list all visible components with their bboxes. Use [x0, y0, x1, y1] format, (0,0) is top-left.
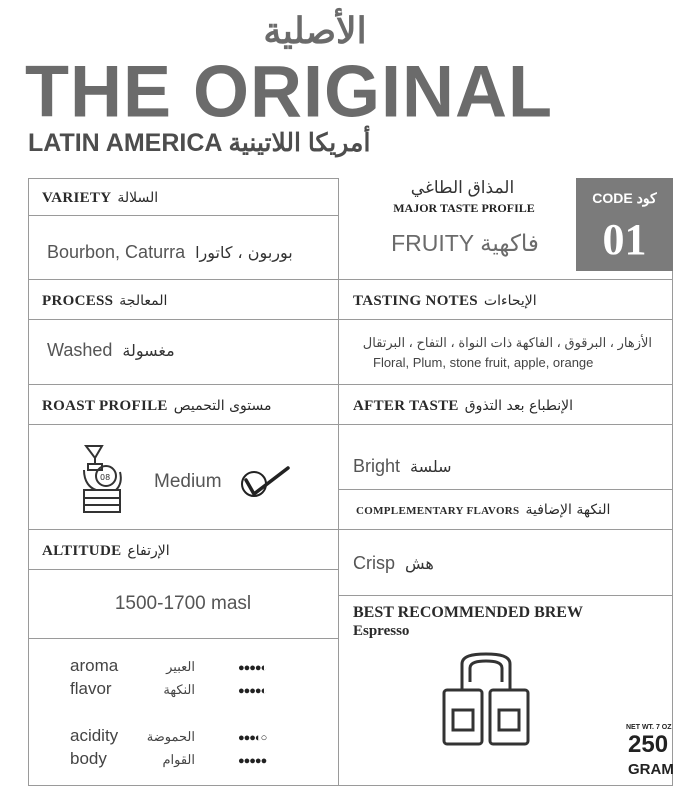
rating-label-en: acidity [70, 726, 119, 745]
rating-dots: ●●●●◐ [238, 685, 267, 697]
taste-profile-label-en: MAJOR TASTE PROFILE [393, 201, 535, 215]
rating-dots: ●●●●◐ [238, 662, 267, 674]
complementary-flavors-label: COMPLEMENTARY FLAVORS النكهة الإضافية [356, 502, 611, 518]
rating-label-ar: النكهة [163, 682, 195, 697]
checkmark-icon [236, 464, 292, 505]
after-taste-value: Bright سلسة [353, 456, 452, 476]
rating-label-en: body [70, 749, 107, 768]
title-english: THE ORIGINAL [25, 51, 553, 133]
code-label: CODE كود [592, 190, 657, 206]
taste-profile-label-ar: المذاق الطاغي [410, 178, 515, 197]
altitude-value: 1500-1700 masl [114, 593, 252, 614]
brew-method: Espresso [353, 623, 410, 639]
svg-text:08: 08 [100, 473, 111, 482]
code-number: 01 [602, 215, 647, 264]
rating-label-en: aroma [70, 656, 119, 675]
title-arabic: الأصلية [263, 10, 367, 51]
altitude-label: ALTITUDE الإرتفاع [42, 543, 170, 559]
rating-label-ar: الحموضة [146, 729, 195, 744]
rating-label-ar: العبير [166, 659, 195, 674]
tasting-notes-value-en: Floral, Plum, stone fruit, apple, orange [373, 355, 594, 370]
process-label: PROCESS المعالجة [42, 293, 168, 309]
rating-label-en: flavor [70, 679, 112, 698]
rating-dots: ●●●●● [238, 755, 267, 767]
net-weight-label: NET WT. 7 OZ [626, 724, 672, 731]
roast-profile-value: Medium [154, 471, 222, 492]
region-label: LATIN AMERICA أمريكا اللاتينية [28, 129, 371, 157]
process-value: Washed مغسولة [47, 340, 175, 360]
tasting-notes-label: TASTING NOTES الإيحاءات [353, 293, 537, 309]
variety-label: VARIETY السلالة [42, 190, 159, 206]
taste-profile-value: FRUITY فاكهية [391, 230, 539, 256]
espresso-cups-icon [440, 652, 532, 753]
net-weight-value: 250 [628, 731, 669, 758]
brew-label: BEST RECOMMENDED BREW [353, 604, 583, 621]
after-taste-label: AFTER TASTE الإنطباع بعد التذوق [353, 398, 574, 414]
variety-value: Bourbon, Caturra بوربون ، كاتورا [47, 242, 293, 262]
code-box [576, 178, 673, 271]
rating-dots: ●●●◐○ [238, 732, 267, 744]
net-weight-unit: GRAM [628, 761, 674, 778]
roaster-icon [78, 442, 126, 523]
complementary-flavors-value: Crisp هش [353, 553, 434, 573]
roast-profile-label: ROAST PROFILE مستوى التحميص [42, 398, 272, 414]
rating-label-ar: القوام [162, 752, 195, 767]
tasting-notes-value-ar: الأزهار ، البرقوق ، الفاكهة ذات النواة ، التفاح ، البرتقال [362, 335, 652, 350]
